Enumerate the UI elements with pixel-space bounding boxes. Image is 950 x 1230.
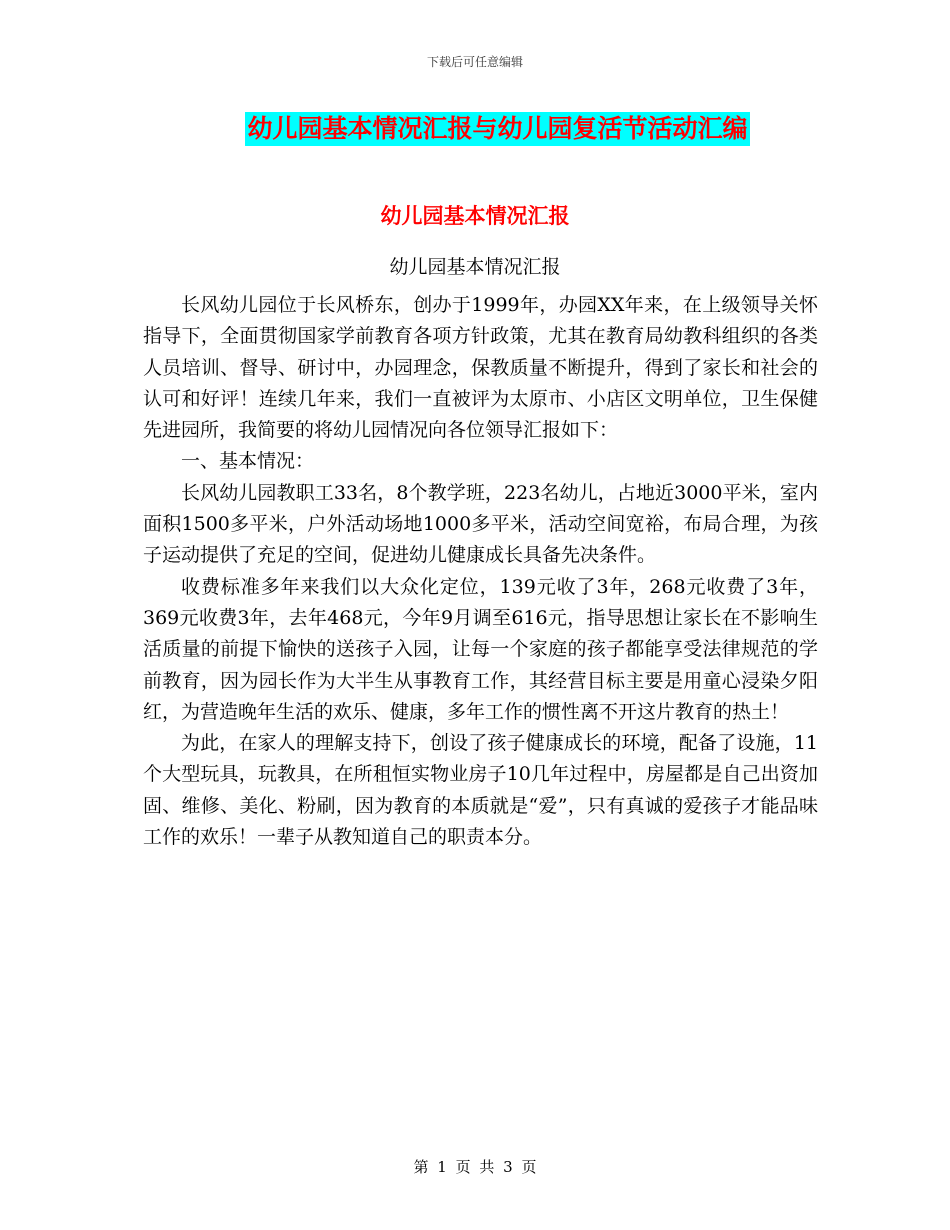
document-title: 幼儿园基本情况汇报与幼儿园复活节活动汇编 <box>245 112 749 146</box>
page-footer: 第 1 页 共 3 页 <box>413 1158 537 1176</box>
document-body <box>143 290 818 853</box>
paragraph-staff-facilities: 长风幼儿园教职工33名，8个教学班，223名幼儿，占地近3000平米，室内面积1500多平米，户外活动场地1000多平米，活动空间宽裕，布局合理，为孩子运动提供了充足的空间，促进幼儿健康成长具备先决条件。 <box>143 481 818 567</box>
paragraph-intro: 长风幼儿园位于长风桥东，创办于1999年，办园XX年来，在上级领导关怀指导下，全面贯彻国家学前教育各项方针政策，尤其在教育局幼教科组织的各类人员培训、督导、研讨中，办园理念，保教质量不断提升，得到了家长和社会的认可和好评！连续几年来，我们一直被评为太原市、小店区文明单位，卫生保健先进园所，我简要的将幼儿园情况向各位领导汇报如下： <box>143 294 818 442</box>
paragraph-fees: 收费标准多年来我们以大众化定位，139元收了3年，268元收费了3年，369元收费3年，去年468元，今年9月调至616元，指导思想让家长在不影响生活质量的前提下愉快的送孩子入园，让每一个家庭的孩子都能享受法律规范的学前教育，因为园长作为大半生从事教育工作，其经营目标主要是用童心浸染夕阳红，为营造晚年生活的欢乐、健康，多年工作的惯性离不开这片教育的热土！ <box>143 575 818 723</box>
paragraph-heading-basic-info: 一、基本情况： <box>181 450 315 473</box>
sub-title: 幼儿园基本情况汇报 <box>389 256 561 278</box>
header-note: 下载后可任意编辑 <box>426 55 523 69</box>
section-title: 幼儿园基本情况汇报 <box>380 204 570 228</box>
document-title-container <box>0 112 950 146</box>
paragraph-environment: 为此，在家人的理解支持下，创设了孩子健康成长的环境，配备了设施，11个大型玩具，玩教具，在所租恒实物业房子10几年过程中，房屋都是自己出资加固、维修、美化、粉刷，因为教育的本质就是“爱”，只有真诚的爱孩子才能品味工作的欢乐！一辈子从教知道自己的职责本分。 <box>143 732 818 849</box>
